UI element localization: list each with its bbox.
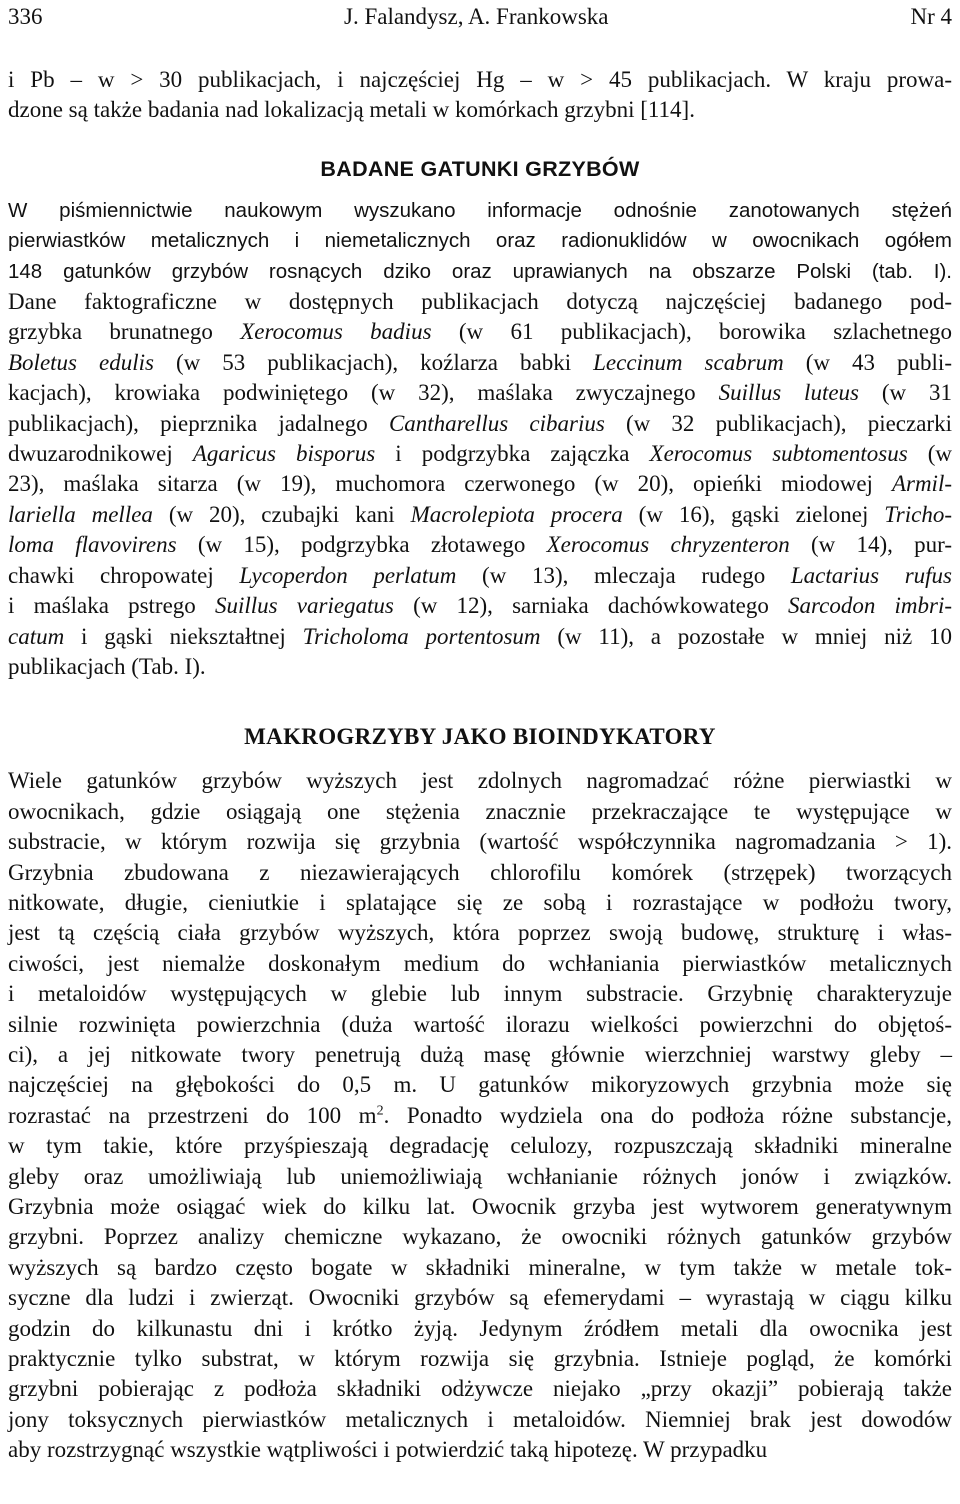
text-run: jest tą częścią ciała grzybów wyższych, która poprzez swoją budowę, strukturę i włas- bbox=[8, 920, 952, 946]
text-line bbox=[8, 530, 952, 560]
text-line bbox=[8, 918, 952, 948]
species-name: Xerocomus subtomentosus bbox=[649, 441, 908, 467]
text-line: dzone są także badania nad lokalizacją metali w komórkach grzybni [114]. bbox=[8, 97, 695, 123]
text-run: substracie, w którym rozwija się grzybnia (wartość współczynnika nagromadzania > 1). bbox=[8, 829, 952, 855]
text-run: godzin do kilkunastu dni i krótko żyją. Jedynym źródłem metali dla owocnika jest bbox=[8, 1315, 952, 1341]
text-run: (w 61 publikacjach), borowika szlachetnego bbox=[431, 319, 952, 345]
text-line bbox=[8, 1070, 952, 1100]
species-name: catum bbox=[8, 623, 65, 649]
text-line bbox=[8, 439, 952, 469]
text-run: i podgrzybka zajączka bbox=[375, 441, 650, 467]
text-run: 23), maślaka sitarza (w 19), muchomora czerwonego (w 20), opieńki miodowej bbox=[8, 471, 892, 497]
continued-paragraph bbox=[8, 65, 952, 126]
species-name: Xerocomus badius bbox=[240, 319, 432, 345]
species-name: Tricholoma portentosum bbox=[302, 623, 541, 649]
species-name: Cantharellus cibarius bbox=[388, 410, 605, 436]
running-head-authors: J. Falandysz, A. Frankowska bbox=[344, 4, 609, 29]
text-run: (w 14), pur- bbox=[789, 532, 952, 558]
text-line: 148 gatunków grzybów rosnących dziko oraz uprawianych na obszarze Polski (tab. I). bbox=[8, 259, 952, 283]
text-run: Grzybnia może osiągać wiek do kilku lat. Owocnik grzyba jest wytworem generatywnym bbox=[8, 1194, 952, 1219]
text-line bbox=[8, 500, 952, 530]
text-run: silnie rozwinięta powierzchnia (duża wartość ilorazu wielkości powierzchni do objętoś- bbox=[8, 1011, 952, 1037]
text-run: (w 20), czubajki kani bbox=[152, 501, 411, 527]
text-line bbox=[8, 622, 952, 652]
text-line bbox=[8, 561, 952, 591]
text-run: dwuzarodnikowej bbox=[8, 441, 193, 467]
running-head bbox=[8, 0, 952, 40]
text-run: (w bbox=[907, 441, 952, 467]
text-run: (w 43 publi- bbox=[783, 349, 952, 375]
text-run: rozrastać na przestrzeni do 100 m bbox=[8, 1102, 377, 1128]
text-run: kacjach), krowiaka podwiniętego (w 32), maślaka zwyczajnego bbox=[8, 380, 719, 406]
text-line bbox=[8, 827, 952, 857]
text-line bbox=[8, 1405, 952, 1435]
superscript: 2 bbox=[376, 1103, 384, 1119]
text-run: . Ponadto wydziela ona do podłoża różne substancje, bbox=[383, 1102, 952, 1128]
text-line bbox=[8, 797, 952, 827]
text-run: grzybka brunatnego bbox=[8, 319, 241, 345]
text-run: grzybni. Poprzez analizy chemiczne wykazano, że owocniki różnych gatunków grzybów bbox=[8, 1224, 952, 1250]
species-name: loma flavovirens bbox=[8, 532, 177, 558]
page-number: 336 bbox=[8, 4, 43, 29]
text-line bbox=[8, 1131, 952, 1161]
text-run: Grzybnia zbudowana z niezawierających chlorofilu komórek (strzępek) tworzących bbox=[8, 859, 952, 885]
species-name: Lycoperdon perlatum bbox=[239, 562, 457, 588]
text-run: Dane faktograficzne w dostępnych publikacjach dotyczą najczęściej badanego pod- bbox=[8, 289, 952, 315]
text-run: owocnikach, gdzie osiągają one stężenia znacznie przekraczające te występujące w bbox=[8, 798, 952, 824]
text-run: i maślaka pstrego bbox=[8, 593, 215, 619]
text-line bbox=[8, 378, 952, 408]
text-line bbox=[8, 409, 952, 439]
species-name: Armil- bbox=[891, 471, 952, 497]
text-line bbox=[8, 1374, 952, 1404]
text-run: Wiele gatunków grzybów wyższych jest zdolnych nagromadzać różne pierwiastki w bbox=[8, 768, 952, 794]
text-line bbox=[8, 1283, 952, 1313]
text-line bbox=[8, 1101, 952, 1131]
text-run: nitkowate, długie, cieniutkie i splatające się ze sobą i rozrastające w podłożu twory, bbox=[8, 889, 952, 915]
text-line bbox=[8, 1435, 952, 1465]
species-name: Macrolepiota procera bbox=[410, 501, 623, 527]
text-line bbox=[8, 348, 952, 378]
text-line bbox=[8, 1162, 952, 1192]
section-heading-bioindicators: MAKROGRZYBY JAKO BIOINDYKATORY bbox=[244, 724, 716, 750]
text-line bbox=[8, 1192, 952, 1222]
text-line bbox=[8, 979, 952, 1009]
text-run: (w 11), a pozostałe w mniej niż 10 bbox=[540, 623, 952, 649]
section-heading-species: BADANE GATUNKI GRZYBÓW bbox=[320, 156, 640, 181]
text-line bbox=[8, 1040, 952, 1070]
text-run: chawki chropowatej bbox=[8, 562, 240, 588]
text-run: publikacjach), pieprznika jadalnego bbox=[8, 410, 389, 436]
species-paragraph-sans bbox=[8, 196, 952, 287]
text-run: ci), a jej nitkowate twory penetrują dużą masę głównie wierzchniej warstwy gleby – bbox=[8, 1041, 952, 1067]
text-line bbox=[8, 1253, 952, 1283]
text-line: i Pb – w > 30 publikacjach, i najczęściej Hg – w > 45 publikacjach. W kraju prowa- bbox=[8, 67, 952, 92]
text-line bbox=[8, 888, 952, 918]
species-name: Leccinum scabrum bbox=[593, 349, 784, 375]
text-run: ciwości, jest niemalże doskonałym medium do wchłaniania pierwiastków metalicznych bbox=[8, 950, 952, 976]
species-name: Suillus luteus bbox=[718, 380, 859, 406]
journal-page bbox=[8, 0, 952, 1466]
text-run: syczne dla ludzi i zwierząt. Owocniki grzybów są efemerydami – wyrastają w ciągu kilku bbox=[8, 1285, 952, 1311]
text-run: wyższych są bardzo często bogate w składniki mineralne, w tym także w metale tok- bbox=[8, 1254, 952, 1280]
text-line bbox=[8, 469, 952, 499]
issue-number: Nr 4 bbox=[910, 4, 952, 29]
text-run: gleby oraz umożliwiają lub uniemożliwiają wchłanianie różnych jonów i związków. bbox=[8, 1163, 952, 1189]
species-name: Tricho- bbox=[884, 501, 952, 527]
text-run: (w 31 bbox=[859, 380, 953, 406]
text-run: (w 32 publikacjach), pieczarki bbox=[604, 410, 952, 436]
text-line bbox=[8, 652, 952, 682]
text-run: najczęściej na głębokości do 0,5 m. U gatunków mikoryzowych grzybnia może się bbox=[8, 1072, 952, 1098]
bioindicators-paragraph bbox=[8, 766, 952, 1465]
species-name: lariella mellea bbox=[8, 501, 153, 527]
text-run: (w 15), podgrzybka złotawego bbox=[176, 532, 547, 558]
text-run: i gąski niekształtnej bbox=[64, 623, 303, 649]
text-line bbox=[8, 1010, 952, 1040]
text-line bbox=[8, 1222, 952, 1252]
text-line bbox=[8, 1314, 952, 1344]
text-run: (w 53 publikacjach), koźlarza babki bbox=[153, 349, 594, 375]
species-name: Suillus variegatus bbox=[214, 593, 394, 619]
text-line bbox=[8, 949, 952, 979]
text-run: i metaloidów występujących w glebie lub innym substracie. Grzybnię charakteryzuje bbox=[8, 981, 952, 1007]
text-line bbox=[8, 287, 952, 317]
text-run: publikacjach (Tab. I). bbox=[8, 653, 206, 679]
species-name: Agaricus bisporus bbox=[192, 441, 376, 467]
text-line bbox=[8, 1344, 952, 1374]
text-run: grzybni pobierając z podłoża składniki odżywcze niejako „przy okazji” pobierają także bbox=[8, 1376, 952, 1402]
text-run: jony toksycznych pierwiastków metalicznych i metaloidów. Niemniej brak jest dowodów bbox=[8, 1406, 952, 1432]
text-line bbox=[8, 766, 952, 796]
species-name: Boletus edulis bbox=[8, 349, 154, 375]
text-run: praktycznie tylko substrat, w którym rozwija się grzybnia. Istnieje pogląd, że komórki bbox=[8, 1346, 952, 1372]
text-run: w tym takie, które przyśpieszają degradację celulozy, rozpuszczają składniki mineralne bbox=[8, 1133, 952, 1159]
text-run: (w 13), mleczaja rudego bbox=[456, 562, 791, 588]
text-line bbox=[8, 591, 952, 621]
species-name: Lactarius rufus bbox=[790, 562, 952, 588]
text-line bbox=[8, 858, 952, 888]
text-line: W piśmiennictwie naukowym wyszukano informacje odnośnie zanotowanych stężeń bbox=[8, 198, 952, 222]
text-line bbox=[8, 317, 952, 347]
species-paragraph bbox=[8, 287, 952, 682]
text-line: pierwiastków metalicznych i niemetalicznych oraz radionuklidów w owocnikach ogółem bbox=[8, 229, 952, 253]
text-run: aby rozstrzygnąć wszystkie wątpliwości i potwierdzić taką hipotezę. W przypadku bbox=[8, 1437, 768, 1463]
species-name: Xerocomus chryzenteron bbox=[546, 532, 790, 558]
species-name: Sarcodon imbri- bbox=[788, 593, 952, 619]
text-run: (w 12), sarniaka dachówkowatego bbox=[393, 593, 789, 619]
text-run: (w 16), gąski zielonej bbox=[622, 501, 885, 527]
